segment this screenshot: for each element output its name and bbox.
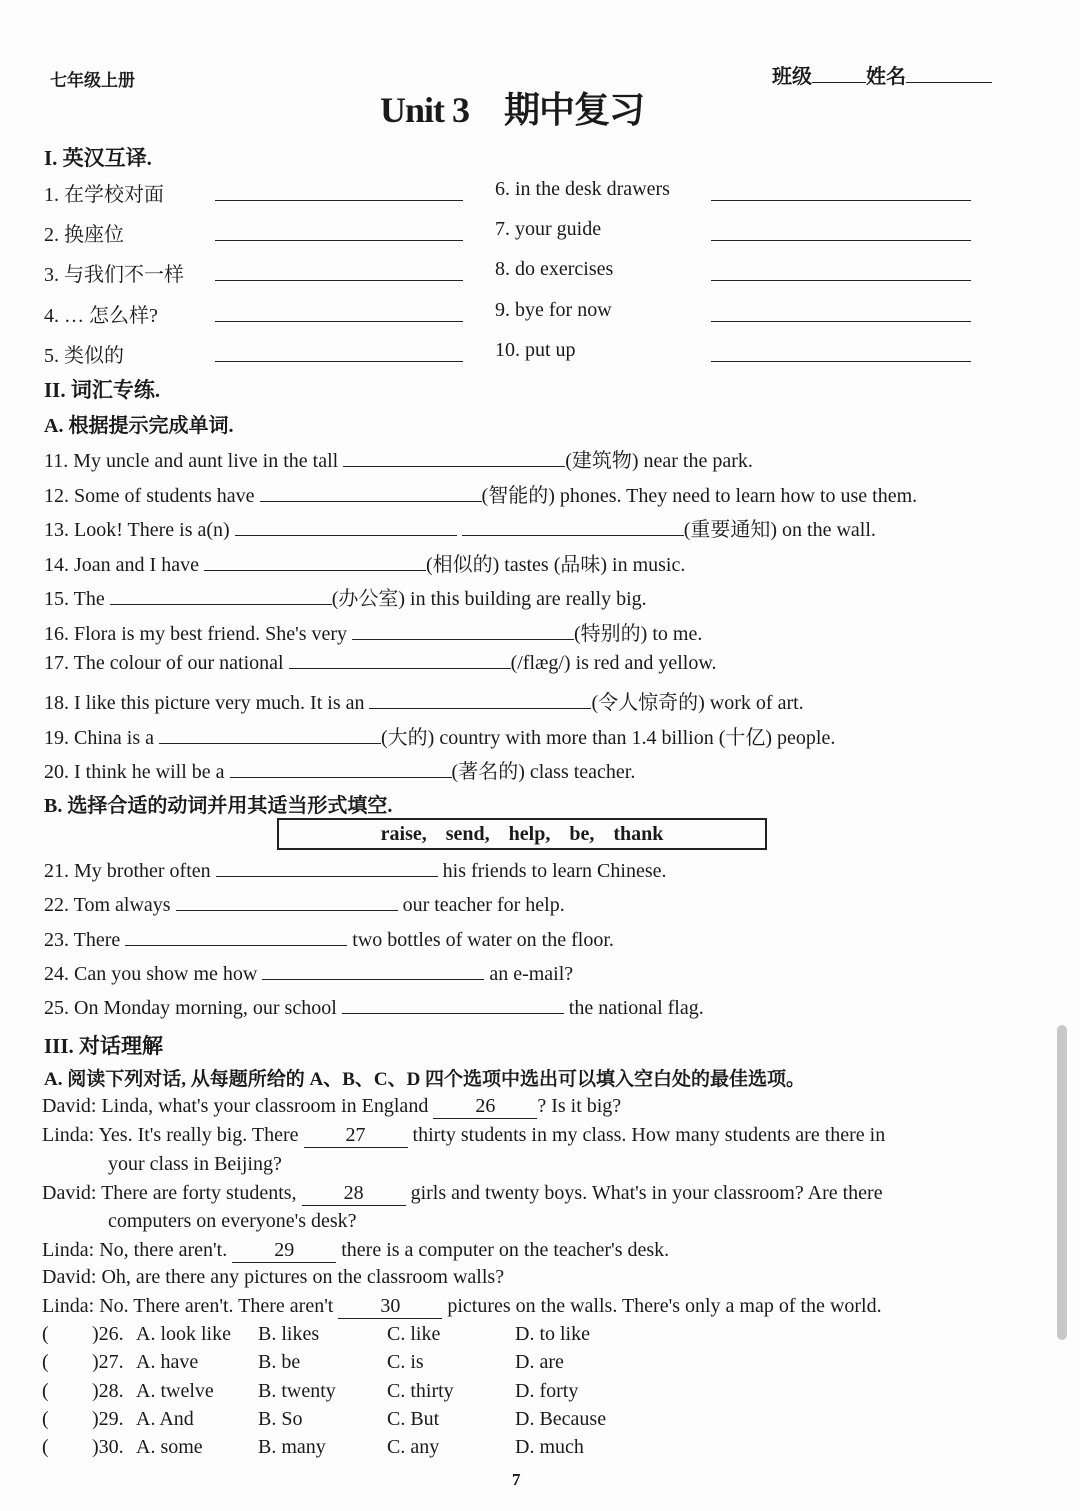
answer-paren[interactable]: (: [42, 1436, 49, 1459]
question-number: )29.: [92, 1407, 124, 1430]
dialogue-text: your class in Beijing?: [108, 1153, 282, 1175]
item-text: (大的) country with more than 1.4 billion (十亿) people.: [381, 726, 836, 749]
class-name-fields: [772, 60, 992, 89]
speaker: Linda:: [42, 1239, 95, 1261]
question-number: )28.: [92, 1379, 124, 1402]
item-text: an e-mail?: [484, 962, 574, 985]
item-prompt: in the desk drawers: [515, 178, 670, 200]
answer-blank[interactable]: [215, 240, 463, 241]
answer-blank[interactable]: [711, 321, 971, 322]
item-number: 3.: [44, 264, 59, 286]
item-text: The colour of our national: [73, 651, 289, 674]
dialogue-text: No. There aren't. There aren't: [99, 1295, 339, 1317]
item-number: 2.: [44, 224, 59, 246]
item-number: 8.: [495, 258, 510, 280]
fill-in-item: [44, 894, 565, 917]
answer-blank[interactable]: [289, 652, 511, 669]
item-number: 25.: [44, 997, 69, 1020]
item-text: Look! There is a(n): [74, 519, 235, 542]
option-b[interactable]: B. many: [258, 1436, 326, 1459]
item-prompt: your guide: [515, 218, 602, 240]
speaker: David:: [42, 1182, 97, 1204]
answer-blank[interactable]: [125, 929, 347, 946]
dialogue-text: there is a computer on the teacher's desk.: [336, 1239, 670, 1261]
dialogue-blank[interactable]: 26: [433, 1095, 537, 1119]
answer-blank[interactable]: [204, 554, 426, 571]
dialogue-line: [42, 1266, 504, 1289]
answer-paren[interactable]: (: [42, 1379, 49, 1402]
fill-in-item: [44, 963, 573, 986]
answer-blank[interactable]: [262, 963, 484, 980]
item-text: The: [73, 588, 110, 611]
item-text: There: [73, 928, 126, 951]
answer-blank[interactable]: [215, 200, 463, 201]
item-number: 13.: [44, 519, 69, 542]
answer-blank[interactable]: [711, 200, 971, 201]
translation-item: [44, 339, 124, 368]
item-text: (办公室) in this building are really big.: [331, 588, 647, 611]
option-c[interactable]: C. like: [387, 1323, 441, 1345]
option-a[interactable]: A. have: [136, 1351, 199, 1374]
item-text: (相似的) tastes (品味) in music.: [425, 553, 686, 576]
translation-item: [495, 178, 670, 201]
answer-blank[interactable]: [215, 321, 463, 322]
option-a[interactable]: A. And: [136, 1407, 194, 1430]
translation-item: [44, 218, 124, 247]
word-box: raise, send, help, be, thank: [277, 818, 767, 850]
translation-item: [495, 299, 612, 322]
dialogue-text: There are forty students,: [101, 1182, 302, 1204]
item-number: 23.: [44, 928, 69, 951]
fill-in-item: [44, 652, 716, 675]
item-text: I think he will be a: [74, 761, 230, 784]
answer-paren[interactable]: (: [42, 1351, 49, 1374]
item-text: (建筑物) near the park.: [565, 450, 753, 472]
speaker: Linda:: [42, 1295, 95, 1317]
answer-blank[interactable]: [110, 588, 332, 605]
answer-blank[interactable]: [260, 485, 482, 502]
option-a[interactable]: A. some: [136, 1436, 203, 1459]
part-a-heading: A. 根据提示完成单词.: [44, 415, 234, 437]
answer-paren[interactable]: (: [42, 1323, 49, 1345]
dialogue-line: [42, 1182, 883, 1206]
dialogue-line: [108, 1153, 282, 1176]
item-prompt: bye for now: [515, 299, 612, 321]
fill-in-item: [44, 617, 702, 646]
dialogue-text: No, there aren't.: [99, 1239, 233, 1261]
answer-blank[interactable]: [711, 361, 971, 362]
book-label: 七年级上册: [50, 71, 135, 90]
answer-blank[interactable]: [215, 280, 463, 281]
fill-in-item: [44, 721, 835, 750]
answer-paren[interactable]: (: [42, 1407, 49, 1430]
answer-blank[interactable]: [343, 450, 565, 467]
answer-blank[interactable]: [176, 894, 398, 911]
dialogue-text: Oh, are there any pictures on the classroom walls?: [101, 1266, 505, 1288]
dialogue-line: [42, 1124, 885, 1148]
question-number: )26.: [92, 1323, 124, 1345]
item-number: 12.: [44, 484, 69, 507]
answer-blank[interactable]: [711, 280, 971, 281]
translation-item: [495, 258, 613, 281]
item-number: 18.: [44, 692, 69, 715]
option-d[interactable]: D. Because: [515, 1407, 607, 1430]
translation-item: [495, 339, 576, 362]
section-3-heading: III. 对话理解: [44, 1034, 164, 1058]
answer-blank[interactable]: [711, 240, 971, 241]
option-c[interactable]: C. any: [387, 1436, 440, 1459]
option-d[interactable]: D. to like: [515, 1323, 590, 1345]
item-text: On Monday morning, our school: [74, 997, 342, 1020]
fill-in-item: [44, 444, 753, 473]
dialogue-text: thirty students in my class. How many students are there in: [407, 1124, 886, 1146]
question-number: )27.: [92, 1351, 124, 1374]
item-text: his friends to learn Chinese.: [437, 860, 667, 882]
option-c[interactable]: C. is: [387, 1351, 424, 1374]
item-prompt: 类似的: [64, 345, 124, 367]
translation-item: [44, 299, 158, 328]
item-number: 15.: [44, 588, 69, 611]
item-number: 11.: [44, 450, 69, 472]
item-text: (特别的) to me.: [574, 623, 703, 645]
option-c[interactable]: C. thirty: [387, 1379, 454, 1402]
item-number: 1.: [44, 184, 59, 206]
translation-item: [495, 218, 601, 241]
answer-blank[interactable]: [342, 997, 564, 1014]
dialogue-blank[interactable]: 27: [304, 1124, 408, 1148]
dialogue-text: computers on everyone's desk?: [108, 1210, 357, 1232]
dialogue-line: [42, 1295, 882, 1319]
item-text: (智能的) phones. They need to learn how to use them.: [481, 484, 918, 507]
option-d[interactable]: D. are: [515, 1351, 564, 1374]
option-b[interactable]: B. twenty: [258, 1379, 336, 1402]
speaker: David:: [42, 1266, 97, 1288]
item-text: I like this picture very much. It is an: [74, 692, 370, 715]
fill-in-item: [44, 860, 666, 883]
answer-blank[interactable]: [216, 860, 438, 877]
item-number: 4.: [44, 305, 59, 327]
fill-in-item: [44, 755, 635, 784]
section-1-heading: I. 英汉互译.: [44, 146, 152, 170]
item-text: (/flæg/) is red and yellow.: [510, 651, 717, 674]
item-number: 22.: [44, 894, 69, 917]
item-number: 21.: [44, 860, 69, 882]
dialogue-line: [42, 1239, 669, 1263]
answer-blank[interactable]: [159, 727, 381, 744]
translation-item: [44, 258, 184, 287]
part-b-heading: B. 选择合适的动词并用其适当形式填空.: [44, 795, 393, 817]
item-text: Joan and I have: [74, 553, 204, 576]
item-text: (重要通知) on the wall.: [683, 519, 876, 542]
option-b[interactable]: B. So: [258, 1407, 303, 1430]
item-number: 14.: [44, 553, 69, 576]
item-number: 7.: [495, 218, 510, 240]
dialogue-blank[interactable]: 30: [338, 1295, 442, 1319]
item-prompt: put up: [525, 339, 576, 361]
item-text: Tom always: [73, 894, 176, 917]
dialogue-text: Linda, what's your classroom in England: [101, 1095, 434, 1117]
item-text: two bottles of water on the floor.: [347, 928, 614, 951]
dialogue-blank[interactable]: 28: [302, 1182, 406, 1206]
item-text: Flora is my best friend. She's very: [74, 623, 353, 645]
section-2-heading: II. 词汇专练.: [44, 378, 161, 402]
answer-blank[interactable]: [215, 361, 463, 362]
item-text: our teacher for help.: [397, 894, 565, 917]
option-d[interactable]: D. much: [515, 1436, 584, 1459]
item-text: China is a: [74, 726, 159, 749]
dialogue-line: [42, 1095, 621, 1119]
item-prompt: … 怎么样?: [64, 305, 158, 327]
item-number: 6.: [495, 178, 510, 200]
answer-blank[interactable]: [235, 519, 457, 536]
fill-in-item: [44, 997, 704, 1020]
item-number: 20.: [44, 761, 69, 784]
item-prompt: 在学校对面: [64, 184, 164, 206]
item-prompt: 与我们不一样: [64, 264, 184, 286]
dialogue-text: pictures on the walls. There's only a map of the world.: [442, 1295, 882, 1317]
fill-in-item: [44, 479, 917, 508]
answer-blank[interactable]: [462, 519, 684, 536]
item-number: 16.: [44, 623, 69, 645]
option-a[interactable]: A. look like: [136, 1323, 231, 1345]
item-text: My uncle and aunt live in the tall: [73, 450, 344, 472]
option-d[interactable]: D. forty: [515, 1379, 579, 1402]
item-number: 9.: [495, 299, 510, 321]
dialogue-text: ? Is it big?: [537, 1095, 622, 1117]
dialogue-blank[interactable]: 29: [232, 1239, 336, 1263]
item-number: 17.: [44, 651, 69, 674]
item-prompt: 换座位: [64, 224, 124, 246]
scrollbar[interactable]: [1057, 1025, 1067, 1340]
option-b[interactable]: B. be: [258, 1351, 301, 1374]
name-label: 姓名: [866, 66, 906, 88]
speaker: David:: [42, 1095, 97, 1117]
item-number: 19.: [44, 726, 69, 749]
dialogue-line: [108, 1210, 357, 1233]
item-number: 10.: [495, 339, 520, 361]
item-prompt: do exercises: [515, 258, 614, 280]
page-number: 7: [512, 1470, 521, 1489]
speaker: Linda:: [42, 1124, 95, 1146]
question-number: )30.: [92, 1436, 124, 1459]
option-a[interactable]: A. twelve: [136, 1379, 214, 1402]
item-text: the national flag.: [563, 997, 704, 1020]
option-b[interactable]: B. likes: [258, 1323, 320, 1345]
class-label: 班级: [772, 66, 812, 88]
answer-blank[interactable]: [369, 692, 591, 709]
dialogue-text: girls and twenty boys. What's in your classroom? Are there: [405, 1182, 883, 1204]
dialogue-text: Yes. It's really big. There: [98, 1124, 304, 1146]
translation-item: [44, 178, 164, 207]
item-text: (令人惊奇的) work of art.: [591, 692, 804, 715]
fill-in-item: [44, 582, 647, 611]
fill-in-item: [44, 929, 614, 952]
fill-in-item: [44, 686, 804, 715]
option-c[interactable]: C. But: [387, 1407, 440, 1430]
fill-in-item: [44, 548, 685, 577]
item-text: My brother often: [74, 860, 216, 882]
item-text: Can you show me how: [74, 962, 263, 985]
item-text: (著名的) class teacher.: [451, 761, 636, 784]
item-number: 5.: [44, 345, 59, 367]
class-field[interactable]: [812, 64, 866, 83]
answer-blank[interactable]: [230, 761, 452, 778]
page-title: Unit 3 期中复习: [380, 90, 645, 130]
item-number: 24.: [44, 962, 69, 985]
name-field[interactable]: [906, 64, 992, 83]
answer-blank[interactable]: [352, 623, 574, 640]
section-3-part-a-heading: A. 阅读下列对话, 从每题所给的 A、B、C、D 四个选项中选出可以填入空白处的最佳选项。: [44, 1069, 806, 1090]
fill-in-item: [44, 513, 876, 542]
item-text: Some of students have: [74, 484, 260, 507]
